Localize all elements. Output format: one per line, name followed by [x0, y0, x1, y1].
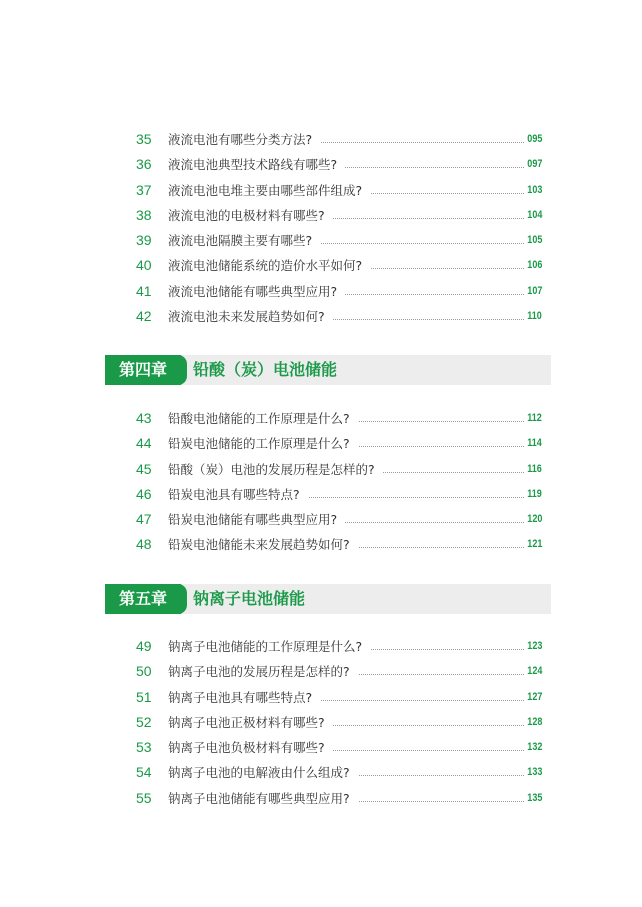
entry-page: 104 — [524, 203, 542, 228]
chapter-5-title: 钠离子电池储能 — [193, 589, 306, 608]
toc-entry[interactable] — [0, 304, 642, 329]
entry-title: 液流电池储能有哪些典型应用? — [168, 279, 345, 304]
entry-page: 112 — [525, 406, 542, 431]
toc-entry[interactable] — [0, 634, 642, 659]
toc-entry[interactable] — [0, 253, 642, 278]
entry-title: 液流电池未来发展趋势如何? — [168, 304, 333, 329]
toc-entry[interactable] — [0, 203, 642, 228]
entry-page: 110 — [525, 304, 542, 329]
toc-entry[interactable] — [0, 127, 642, 152]
entry-number: 47 — [136, 511, 152, 528]
entry-page: 124 — [524, 659, 542, 684]
toc-entry[interactable] — [0, 532, 642, 557]
entry-page: 121 — [524, 532, 542, 557]
entry-page: 127 — [524, 685, 542, 710]
entry-title: 钠离子电池的电解液由什么组成? — [168, 760, 358, 785]
entry-title: 铅炭电池具有哪些特点? — [168, 482, 308, 507]
chapter-5-header[interactable] — [105, 584, 551, 614]
toc-entry[interactable] — [0, 482, 642, 507]
toc-entry[interactable] — [0, 685, 642, 710]
entry-number: 38 — [136, 206, 152, 223]
toc-entry[interactable] — [0, 406, 642, 431]
entry-number: 46 — [136, 485, 152, 502]
entry-page: 097 — [524, 152, 542, 177]
entry-page: 135 — [524, 786, 542, 811]
entry-page: 120 — [524, 507, 542, 532]
entry-number: 36 — [136, 156, 152, 173]
entry-title: 铅酸（炭）电池的发展历程是怎样的? — [168, 457, 383, 482]
entry-title: 铅炭电池储能未来发展趋势如何? — [168, 532, 358, 557]
entry-page: 095 — [524, 127, 542, 152]
entry-title: 液流电池有哪些分类方法? — [168, 127, 320, 152]
entry-number: 54 — [136, 764, 152, 781]
entry-page: 119 — [525, 482, 542, 507]
entry-page: 106 — [524, 253, 542, 278]
entry-page: 123 — [524, 634, 542, 659]
entry-title: 钠离子电池储能的工作原理是什么? — [168, 634, 370, 659]
entry-number: 40 — [136, 257, 152, 274]
entry-number: 53 — [136, 739, 152, 756]
entry-page: 116 — [525, 457, 542, 482]
entry-page: 114 — [525, 431, 542, 456]
entry-title: 液流电池储能系统的造价水平如何? — [168, 253, 370, 278]
entry-page: 107 — [524, 279, 542, 304]
entry-number: 39 — [136, 232, 152, 249]
entry-title: 钠离子电池的发展历程是怎样的? — [168, 659, 358, 684]
chapter-4-label: 第四章 — [105, 355, 181, 385]
chapter-5-label: 第五章 — [105, 584, 181, 614]
toc-entry[interactable] — [0, 152, 642, 177]
entry-number: 37 — [136, 181, 152, 198]
entry-title: 钠离子电池具有哪些特点? — [168, 685, 320, 710]
entry-title: 液流电池电堆主要由哪些部件组成? — [168, 178, 370, 203]
toc-entry[interactable] — [0, 178, 642, 203]
toc-entry[interactable] — [0, 659, 642, 684]
entry-title: 钠离子电池负极材料有哪些? — [168, 735, 333, 760]
toc-entry[interactable] — [0, 507, 642, 532]
chapter-4-header[interactable] — [105, 355, 551, 385]
toc-entry[interactable] — [0, 279, 642, 304]
entry-title: 铅酸电池储能的工作原理是什么? — [168, 406, 358, 431]
toc-entry[interactable] — [0, 786, 642, 811]
entry-page: 103 — [524, 178, 542, 203]
entry-title: 铅炭电池储能的工作原理是什么? — [168, 431, 358, 456]
entry-title: 钠离子电池储能有哪些典型应用? — [168, 786, 358, 811]
entry-title: 液流电池的电极材料有哪些? — [168, 203, 333, 228]
entry-number: 55 — [136, 789, 152, 806]
toc-list-prev — [0, 127, 642, 329]
entry-page: 133 — [524, 760, 542, 785]
toc-entry[interactable] — [0, 710, 642, 735]
entry-number: 49 — [136, 638, 152, 654]
entry-title: 钠离子电池正极材料有哪些? — [168, 710, 333, 735]
chapter-4-title: 铅酸（炭）电池储能 — [193, 360, 338, 379]
entry-title: 液流电池典型技术路线有哪些? — [168, 152, 345, 177]
entry-number: 50 — [136, 663, 152, 680]
toc-entry[interactable] — [0, 431, 642, 456]
entry-number: 48 — [136, 536, 152, 553]
entry-number: 44 — [136, 435, 152, 452]
entry-number: 43 — [136, 410, 152, 426]
entry-title: 液流电池隔膜主要有哪些? — [168, 228, 320, 253]
toc-entry[interactable] — [0, 735, 642, 760]
entry-page: 128 — [524, 710, 542, 735]
toc-entry[interactable] — [0, 760, 642, 785]
entry-number: 41 — [136, 282, 152, 299]
entry-number: 35 — [136, 131, 152, 147]
entry-number: 51 — [136, 688, 152, 705]
entry-number: 45 — [136, 460, 152, 477]
toc-entry[interactable] — [0, 457, 642, 482]
entry-title: 铅炭电池储能有哪些典型应用? — [168, 507, 345, 532]
entry-page: 105 — [524, 228, 542, 253]
toc-list-chapter-5 — [0, 634, 642, 811]
toc-entry[interactable] — [0, 228, 642, 253]
entry-number: 52 — [136, 713, 152, 730]
toc-list-chapter-4 — [0, 406, 642, 558]
entry-number: 42 — [136, 308, 152, 325]
entry-page: 132 — [524, 735, 542, 760]
